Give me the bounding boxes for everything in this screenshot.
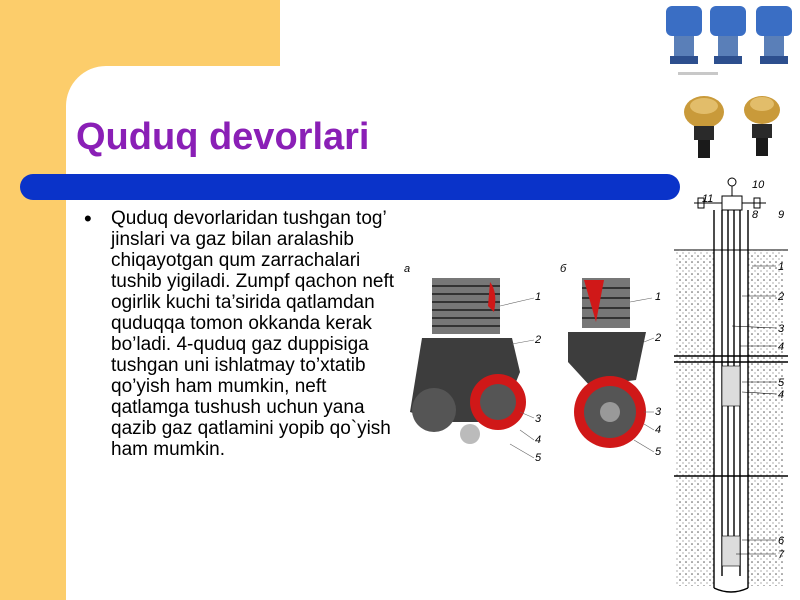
well-callout-3: 3 (778, 323, 785, 335)
callout-b-2: 2 (655, 332, 662, 344)
well-cross-section-diagram (666, 176, 796, 596)
well-callout-4: 4 (778, 341, 785, 353)
well-callout-2: 2 (778, 291, 785, 303)
well-callout-5: 5 (778, 377, 785, 389)
well-callout-6: 6 (778, 535, 785, 547)
well-callout-7: 7 (778, 549, 785, 561)
callout-b-5: 5 (655, 446, 662, 458)
bit-a-drawing (410, 278, 526, 444)
well-callout-9: 9 (778, 209, 785, 221)
well-callout-1: 1 (778, 261, 785, 273)
well-callout-10: 10 (752, 179, 765, 191)
well-callout-11: 11 (702, 193, 714, 205)
panel-b-label: б (560, 263, 567, 275)
callout-b-1: 1 (655, 291, 662, 303)
slide-title: Quduq devorlari (76, 116, 370, 158)
callout-b-3: 3 (655, 406, 662, 418)
callout-b-4: 4 (655, 424, 662, 436)
callout-a-4: 4 (535, 434, 542, 446)
blue-drill-bits-photo (660, 0, 800, 80)
well-callout-8: 8 (752, 209, 759, 221)
callout-a-5: 5 (535, 452, 542, 462)
roller-cone-bit-illustrations (400, 262, 670, 462)
callout-a-2: 2 (535, 334, 542, 346)
well-callout-4-lower: 4 (778, 389, 785, 401)
bit-b-drawing (568, 278, 646, 448)
bullet-dot-icon: • (84, 206, 92, 231)
gold-drill-bits-photo (676, 90, 800, 170)
bullet-text: Quduq devorlaridan tushgan tog’ jinslari va gaz bilan aralashib chiqayotgan qum zarrachalari tushib yigiladi. Zumpf qachon neft ogirlik kuchi ta’sirida qatlamdan quduqqa tomon okkanda kerak bo’ladi. 4-quduq gaz duppisiga tushgan uni ishlatmay to’xtatib qo’yish ham mumkin, neft qatlamga tushush uchun yana qazib gaz qatlamini yopib qo`yish ham mumkin. (111, 208, 395, 460)
callout-a-3: 3 (535, 413, 542, 425)
callout-a-1: 1 (535, 291, 542, 303)
title-divider-bar (20, 174, 680, 200)
panel-a-label: а (404, 263, 411, 275)
